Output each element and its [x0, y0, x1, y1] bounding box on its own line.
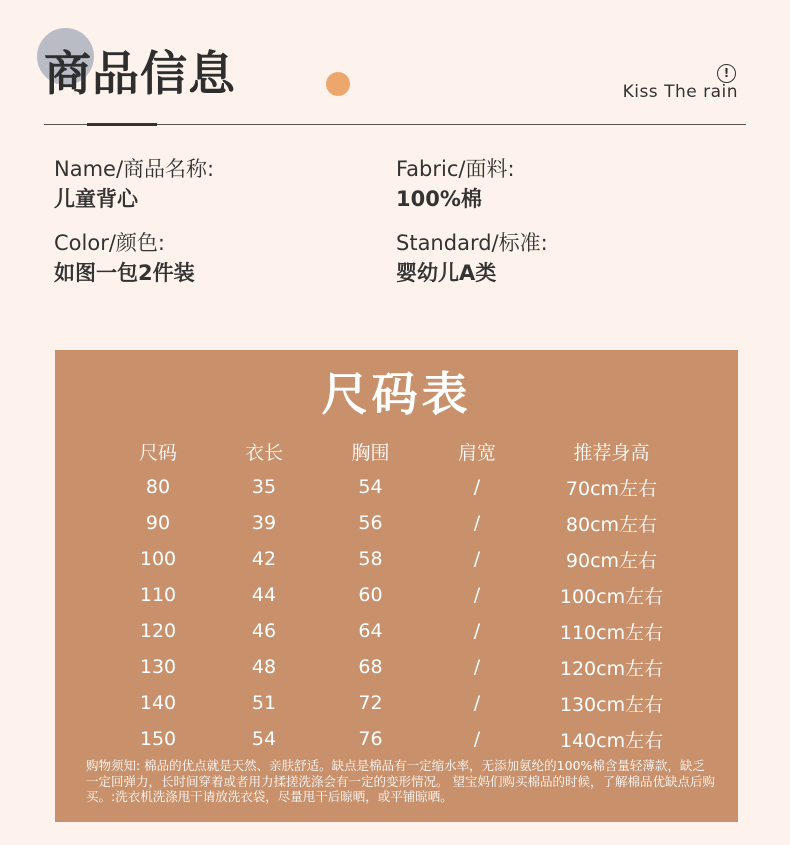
cell-height: 110cm左右 [559, 621, 664, 644]
info-standard [396, 228, 548, 288]
cell-height: 70cm左右 [565, 477, 658, 500]
cell-shoulder: / [473, 584, 481, 606]
table-row [105, 469, 693, 505]
cell-shoulder: / [473, 512, 481, 534]
color-label: Color/颜色: [54, 231, 165, 255]
standard-label: Standard/标准: [396, 231, 548, 255]
table-row [105, 685, 693, 721]
cell-height: 130cm左右 [559, 693, 664, 716]
cell-size: 80 [145, 476, 171, 498]
cell-size: 110 [139, 584, 177, 606]
cell-chest: 68 [358, 656, 383, 678]
cell-chest: 58 [358, 548, 383, 570]
info-name [54, 154, 214, 214]
cell-shoulder: / [473, 656, 481, 678]
header-size: 尺码 [138, 441, 177, 464]
cell-chest: 72 [358, 692, 383, 714]
table-row [105, 721, 693, 757]
cell-chest: 60 [358, 584, 383, 606]
decorative-orange-dot [326, 72, 350, 96]
cell-chest: 76 [358, 728, 383, 750]
cell-shoulder: / [473, 476, 481, 498]
cell-shoulder: / [473, 728, 481, 750]
cell-size: 130 [139, 656, 177, 678]
size-table [105, 433, 693, 757]
cell-height: 90cm左右 [565, 549, 658, 572]
header-divider-accent [87, 123, 157, 126]
cell-chest: 54 [358, 476, 383, 498]
cell-length: 54 [251, 728, 277, 750]
table-row [105, 541, 693, 577]
size-chart-panel [55, 350, 738, 822]
cell-size: 100 [139, 548, 177, 570]
header-shoulder: 肩宽 [457, 441, 496, 464]
cell-length: 35 [251, 476, 277, 498]
size-table-header-row [105, 433, 693, 469]
name-value: 儿童背心 [54, 187, 138, 211]
cell-length: 48 [251, 656, 277, 678]
name-label: Name/商品名称: [54, 157, 215, 181]
fabric-label: Fabric/面料: [396, 157, 515, 181]
info-fabric [396, 154, 515, 214]
cell-height: 100cm左右 [559, 585, 664, 608]
cell-size: 90 [145, 512, 171, 534]
cell-size: 150 [139, 728, 177, 750]
cell-shoulder: / [473, 548, 481, 570]
cell-length: 44 [251, 584, 277, 606]
cell-height: 80cm左右 [565, 513, 658, 536]
info-color [54, 228, 195, 288]
cell-chest: 56 [358, 512, 383, 534]
header-chest: 胸围 [351, 441, 390, 464]
header-height: 推荐身高 [573, 441, 650, 464]
table-row [105, 577, 693, 613]
table-row [105, 649, 693, 685]
cell-length: 39 [251, 512, 277, 534]
size-chart-title: 尺码表 [321, 367, 472, 421]
header-length: 衣长 [244, 441, 283, 464]
standard-value: 婴幼儿A类 [396, 261, 497, 285]
cell-shoulder: / [473, 692, 481, 714]
fabric-value: 100%棉 [396, 187, 482, 211]
color-value: 如图一包2件装 [54, 261, 195, 285]
cell-length: 42 [251, 548, 277, 570]
cell-shoulder: / [473, 620, 481, 642]
cell-size: 140 [139, 692, 177, 714]
page-title: 商品信息 [44, 47, 236, 102]
cell-length: 46 [251, 620, 277, 642]
info-icon: ! [717, 64, 736, 83]
cell-length: 51 [251, 692, 277, 714]
brand-label: Kiss The rain [622, 82, 738, 102]
table-row [105, 505, 693, 541]
cell-chest: 64 [358, 620, 383, 642]
cell-size: 120 [139, 620, 177, 642]
cell-height: 140cm左右 [559, 729, 664, 752]
cell-height: 120cm左右 [559, 657, 664, 680]
table-row [105, 613, 693, 649]
purchase-note: 购物须知: 棉品的优点就是天然、亲肤舒适。缺点是棉品有一定缩水率，无添加氨纶的100%棉含量轻薄款，缺乏一定回弹力，长时间穿着或者用力揉搓洗涤会有一定的变形情况。 望宝妈们购买棉品的时候，了解棉品优缺点后购买。:洗衣机洗涤甩干请放洗衣袋，尽量甩干后晾晒，或平铺晾晒。 [86, 758, 715, 804]
